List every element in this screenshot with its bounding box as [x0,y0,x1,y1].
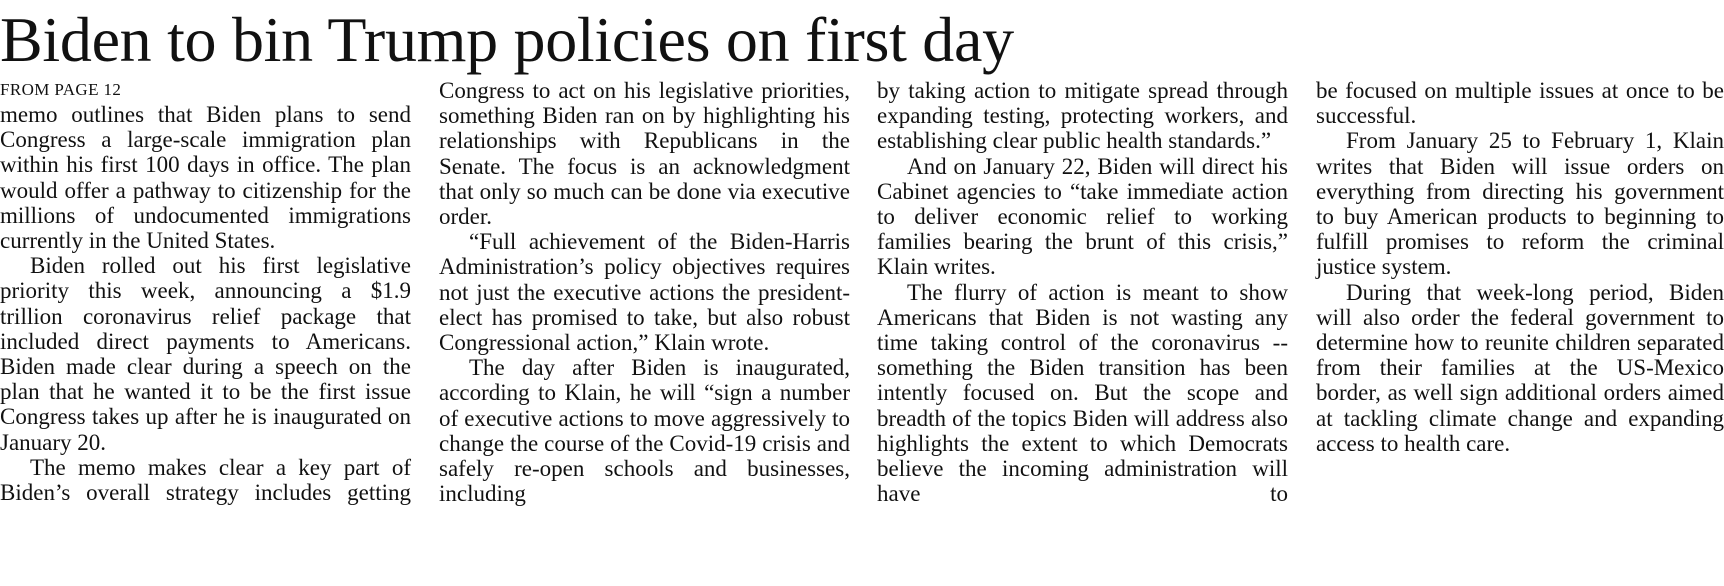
jump-line: FROM PAGE 12 [0,80,122,99]
article-column-3 [877,78,1288,506]
article-column-1 [0,78,411,505]
article-column-4 [1316,78,1724,456]
paragraph: The memo makes clear a key part of Biden’s overall strategy includes getting [0,454,411,506]
paragraph: be focused on multiple issues at once to be successful. [1316,78,1724,129]
paragraph: The day after Biden is inaugurated, according to Klain, he will “sign a number of executive actions to move aggressively to change the course of the Covid-19 crisis and safely re-open schools and businesses, including [439,355,850,507]
paragraph: Biden rolled out his first legislative priority this week, announcing a $1.9 trillion coronavirus relief package that included direct payments to Americans. Biden made clear during a speech on the plan that he wanted it to be the first issue Congress takes up after he is inaugurated on January 20. [0,253,411,455]
article-column-2 [439,78,850,506]
paragraph: From January 25 to February 1, Klain writes that Biden will issue orders on everything from directing his government to buy American products to beginning to fulfill promises to reform the criminal justice system. [1316,128,1724,280]
paragraph: memo outlines that Biden plans to send Congress a large-scale immigration plan within his first 100 days in office. The plan would offer a pathway to citizenship for the millions of undocumented immigrations currently in the United States. [0,102,411,254]
paragraph: And on January 22, Biden will direct his Cabinet agencies to “take immediate action to deliver economic relief to working families bearing the brunt of this crisis,” Klain writes. [877,153,1288,280]
paragraph: During that week-long period, Biden will also order the federal government to determine how to reunite children separated from their families at the US-Mexico border, as well sign additional orders aimed at tackling climate change and expanding access to health care. [1316,279,1724,456]
paragraph: by taking action to mitigate spread through expanding testing, protecting workers, and establishing clear public health standards.” [877,78,1288,154]
paragraph: “Full achievement of the Biden-Harris Administration’s policy objectives requires not just the executive actions the president-elect has promised to take, but also robust Congressional action,” Klain wrote. [439,229,850,356]
paragraph: The flurry of action is meant to show Americans that Biden is not wasting any time taking control of the coronavirus -- something the Biden transition has been intently focused on. But the scope and breadth of the topics Biden will address also highlights the extent to which Democrats believe the incoming administration will have to [877,279,1288,507]
paragraph: Congress to act on his legislative priorities, something Biden ran on by highlighting his relationships with Republicans in the Senate. The focus is an acknowledgment that only so much can be done via executive order. [439,78,850,230]
headline: Biden to bin Trump policies on first day [0,4,1014,75]
